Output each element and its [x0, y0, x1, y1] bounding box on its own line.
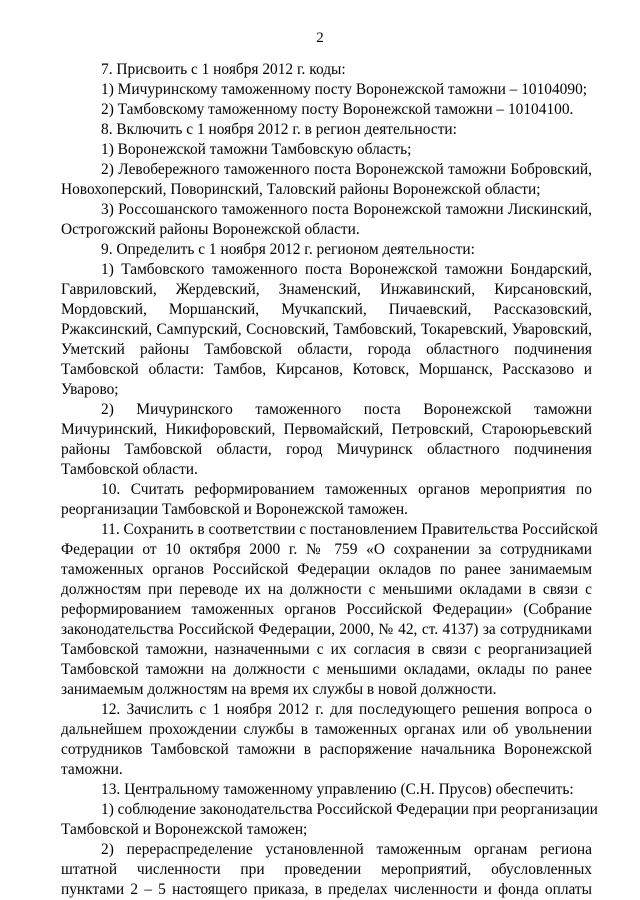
text-line: Тамбовской области: Тамбов, Кирсанов, Котовск, Моршанск, Рассказово и [61, 361, 592, 378]
text-line: 12. Зачислить с 1 ноября 2012 г. для последующего решения вопроса о [101, 701, 592, 718]
text-line: 1) Мичуринскому таможенному посту Воронежской таможни – 10104090; [101, 81, 588, 98]
text-line: 3) Россошанского таможенного поста Воронежской таможни Лискинский, [101, 201, 592, 218]
text-line: пунктами 2 – 5 настоящего приказа, в пределах численности и фонда оплаты [61, 881, 592, 898]
text-line: 2) Мичуринского таможенного поста Воронежской таможни [101, 401, 592, 418]
text-line: таможенных органов Российской Федерации окладов по ранее занимаемым [61, 561, 592, 578]
text-line: 13. Центральному таможенному управлению (С.Н. Прусов) обеспечить: [101, 781, 574, 798]
text-line: Федерации от 10 октября 2000 г. № 759 «О сохранении за сотрудниками [61, 541, 592, 558]
text-line: таможни. [61, 761, 123, 778]
text-line: Уварово; [61, 381, 119, 398]
text-line: 10. Считать реформированием таможенных органов мероприятия по [101, 481, 592, 498]
text-line: 7. Присвоить с 1 ноября 2012 г. коды: [101, 61, 346, 78]
text-line: сотрудников Тамбовской таможни в распоряжение начальника Воронежской [61, 741, 592, 758]
text-line: 11. Сохранить в соответствии с постановлением Правительства Российской [101, 521, 598, 538]
text-line: 2) Тамбовскому таможенному посту Воронежской таможни – 10104100. [101, 101, 574, 118]
text-line: Тамбовской и Воронежской таможен; [61, 821, 308, 838]
text-line: Мордовский, Моршанский, Мучкапский, Пичаевский, Рассказовский, [61, 301, 592, 318]
text-line: районы Тамбовской области, город Мичуринск областного подчинения [61, 441, 592, 458]
text-line: штатной численности при проведении мероприятий, обусловленных [61, 861, 592, 878]
text-line: дальнейшем прохождении службы в таможенных органах или об увольнении [61, 721, 592, 738]
text-line: Гавриловский, Жердевский, Знаменский, Инжавинский, Кирсановский, [61, 281, 592, 298]
text-line: занимаемым должностям на время их службы в новой должности. [61, 681, 497, 698]
text-line: Острогожский районы Воронежской области. [61, 221, 360, 238]
text-line: Тамбовской таможни на должности с меньшими окладами, оклады по ранее [61, 661, 592, 678]
text-line: 1) Воронежской таможни Тамбовскую область; [101, 141, 412, 158]
text-line: должностям при переводе их на должности с меньшими окладами в связи с [61, 581, 592, 598]
text-line: реформированием таможенных органов Российской Федерации» (Собрание [61, 601, 592, 618]
text-line: Тамбовской области. [61, 461, 198, 478]
text-line: Тамбовской таможни, назначенными с их согласия в связи с реорганизацией [61, 641, 592, 658]
text-line: 8. Включить с 1 ноября 2012 г. в регион деятельности: [101, 121, 457, 138]
page-number: 2 [316, 30, 324, 46]
text-line: 2) перераспределение установленной таможенным органам региона [101, 841, 592, 858]
text-line: Новохоперский, Поворинский, Таловский районы Воронежской области; [61, 181, 541, 198]
text-line: 9. Определить с 1 ноября 2012 г. регионом деятельности: [101, 241, 475, 258]
text-line: 1) Тамбовского таможенного поста Воронежской таможни Бондарский, [101, 261, 592, 278]
text-line: 2) Левобережного таможенного поста Воронежской таможни Бобровский, [101, 161, 592, 178]
text-line: Уметский районы Тамбовской области, города областного подчинения [61, 341, 592, 358]
text-line: реорганизации Тамбовской и Воронежской таможен. [61, 501, 408, 518]
text-line: Мичуринский, Никифоровский, Первомайский, Петровский, Староюрьевский [61, 421, 592, 438]
text-line: законодательства Российской Федерации, 2000, № 42, ст. 4137) за сотрудниками [61, 621, 592, 638]
text-line: Ржаксинский, Сампурский, Сосновский, Тамбовский, Токаревский, Уваровский, [61, 321, 592, 338]
text-line: 1) соблюдение законодательства Российской Федерации при реорганизации [101, 801, 598, 818]
